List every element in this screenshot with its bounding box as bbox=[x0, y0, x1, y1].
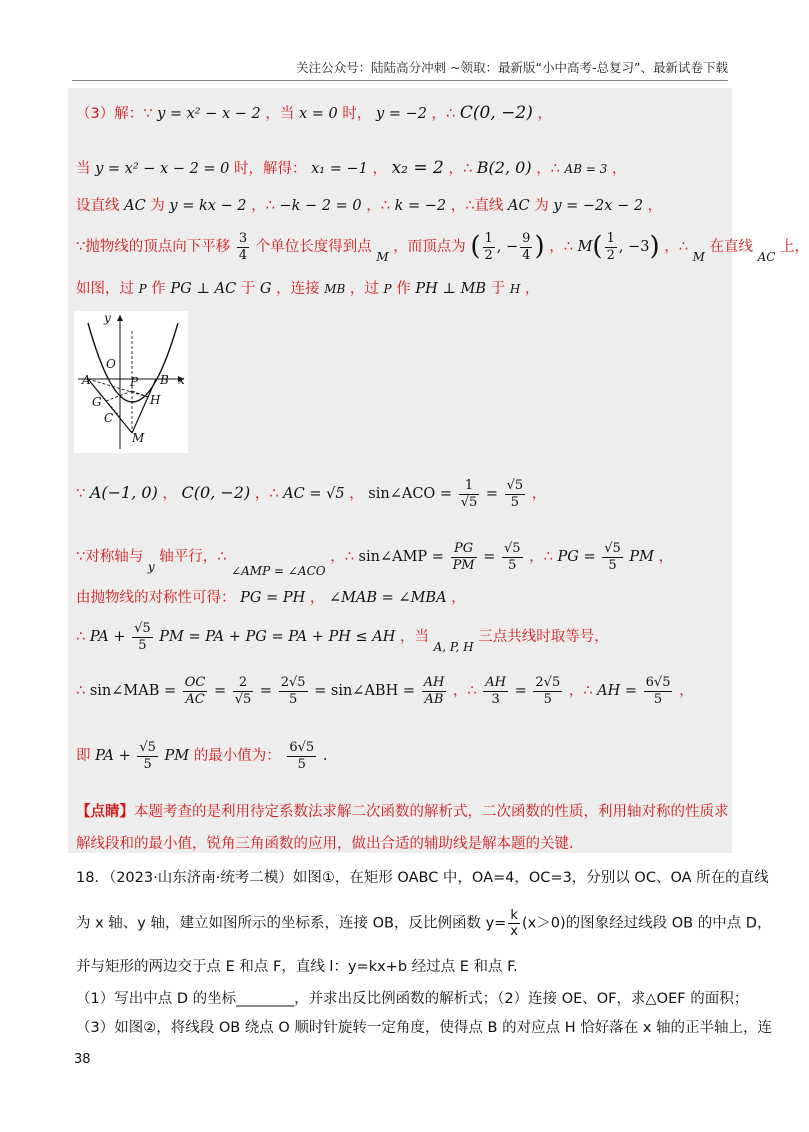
text: 在直线 bbox=[709, 239, 753, 256]
fraction: $\frac{2}{√5}$ bbox=[234, 675, 252, 707]
problem-18-line-5: （3）如图②，将线段 OB 绕点 O 顺时针旋转一定角度，使得点 B 的对应点 H 恰好落在 x 轴的正半轴上，连 bbox=[76, 1020, 773, 1036]
fraction: $\frac{k}{x}$ bbox=[510, 908, 518, 939]
formula: PA + bbox=[95, 748, 131, 765]
text: 为 bbox=[150, 198, 165, 214]
formula: AC bbox=[508, 198, 530, 214]
formula: sin∠ACO = bbox=[368, 486, 453, 503]
formula: M bbox=[577, 239, 593, 256]
fraction: $\frac{9}{4}$ bbox=[522, 231, 531, 263]
formula: P bbox=[383, 282, 392, 296]
formula: AC bbox=[757, 250, 776, 265]
problem-18-line-2 bbox=[76, 908, 772, 939]
formula: AB = 3 bbox=[564, 162, 608, 176]
text: ，∴ bbox=[568, 683, 593, 700]
formula: sin∠MAB = bbox=[89, 683, 177, 700]
label-h: H bbox=[150, 393, 161, 407]
text: ，∴ bbox=[330, 549, 354, 566]
formula: PG = bbox=[557, 549, 596, 566]
formula: A(−1, 0) bbox=[89, 483, 158, 503]
text: ， bbox=[349, 486, 364, 503]
formula: PM bbox=[164, 748, 190, 765]
parabola-diagram bbox=[74, 311, 188, 453]
fraction: $\frac{6√5}{5}$ bbox=[289, 740, 315, 772]
text: ， bbox=[679, 683, 694, 700]
solution-line-1 bbox=[76, 103, 552, 123]
text: 作 bbox=[151, 281, 166, 297]
text: ， bbox=[531, 486, 547, 503]
text: ， bbox=[647, 198, 663, 214]
solution-tip bbox=[76, 796, 730, 860]
fraction: $\frac{1}{√5}$ bbox=[460, 478, 478, 510]
text: ，∴ bbox=[529, 549, 553, 566]
problem-18-line-4: （1）写出中点 D 的坐标________，并求出反比例函数的解析式；（2）连接 OE、OF，求△OEF 的面积； bbox=[76, 991, 749, 1007]
text: ， bbox=[372, 161, 387, 177]
text: ， bbox=[537, 106, 552, 122]
formula: AH = bbox=[597, 683, 638, 700]
formula: B(2, 0) bbox=[476, 158, 532, 177]
text: 即 bbox=[76, 748, 91, 765]
text: (x＞0)的图象经过线段 OB 的中点 D， bbox=[522, 915, 772, 932]
text: 轴平行，∴ bbox=[159, 549, 227, 566]
fraction: $\frac{√5}{5}$ bbox=[506, 478, 524, 510]
page-header bbox=[0, 58, 800, 78]
formula: AC = √5 bbox=[283, 486, 345, 503]
formula: ∠AMP = ∠ACO bbox=[231, 564, 326, 579]
text: ∵ bbox=[76, 486, 86, 503]
text: ， bbox=[658, 549, 674, 566]
solution-line-3 bbox=[76, 198, 662, 215]
text: 作 bbox=[396, 281, 411, 297]
text: ， bbox=[162, 486, 177, 503]
formula: PG ⊥ AC bbox=[170, 281, 237, 297]
text: 的最小值为： bbox=[193, 748, 281, 765]
text: ，∴ bbox=[536, 161, 560, 177]
formula: sin∠AMP = bbox=[358, 549, 444, 566]
text: ， bbox=[309, 590, 325, 606]
formula: PA + bbox=[89, 629, 126, 646]
text: ，∴ bbox=[366, 198, 390, 214]
text: 由抛物线的对称性可得： bbox=[76, 590, 236, 606]
formula: PM = PA + PG = PA + PH ≤ AH bbox=[159, 629, 396, 646]
text: 个单位长度得到点 bbox=[255, 239, 372, 256]
text: ， bbox=[524, 281, 540, 297]
solution-line-8 bbox=[76, 590, 466, 607]
fraction: $\frac{√5}{5}$ bbox=[134, 621, 151, 653]
formula: A, P, H bbox=[433, 640, 474, 655]
formula: PH ⊥ MB bbox=[415, 281, 487, 297]
text: ∵对称轴与 bbox=[76, 549, 144, 566]
solution-line-10: ∴ sin∠MAB = $\frac{OC}{AC}$ = $\frac{2}{√5}$ = $\frac{2√5}{5}$ = sin∠ABH = $\frac{AH}{AB}$ ，∴ $\frac{AH}{3}$ = $\frac{2√5}{5}$ ，∴ AH = $\frac{6√5}{5}$ ， bbox=[76, 675, 694, 707]
fraction: $\frac{OC}{AC}$ bbox=[184, 675, 206, 707]
formula: = sin∠ABH = bbox=[314, 683, 415, 700]
fraction: $\frac{2√5}{5}$ bbox=[280, 675, 306, 707]
text: ， bbox=[611, 161, 627, 177]
formula: k = −2 bbox=[394, 198, 447, 214]
solution-line-4: ∵抛物线的顶点向下平移 $\frac{3}{4}$ 个单位长度得到点 $_M$ ，而顶点为 ( $\frac{1}{2}$ , − $\frac{9}{4}$ ) ，∴ M( $\frac{1}{2}$ , −3) ，∴ $_M$ 在直线 $_{AC}$ 上， bbox=[76, 231, 809, 265]
text: 三点共线时取等号， bbox=[478, 629, 609, 646]
formula: PG = PH bbox=[240, 590, 306, 606]
fraction: $\frac{6√5}{5}$ bbox=[645, 675, 671, 707]
fraction: $\frac{√5}{5}$ bbox=[139, 740, 156, 772]
formula: C(0, −2) bbox=[459, 103, 533, 123]
text: 如图，过 bbox=[76, 281, 134, 297]
text: ∴ bbox=[76, 683, 86, 700]
text: ，∴ bbox=[549, 239, 573, 256]
label-p: P bbox=[130, 375, 139, 389]
fraction: $\frac{PG}{PM}$ bbox=[452, 541, 475, 573]
formula: G bbox=[259, 281, 272, 297]
formula: ∠MAB = ∠MBA bbox=[328, 590, 447, 606]
formula: y = x² − x − 2 = 0 bbox=[95, 161, 230, 177]
formula: −k − 2 = 0 bbox=[279, 198, 362, 214]
formula: y = x² − x − 2 bbox=[157, 106, 261, 122]
formula: C(0, −2) bbox=[181, 483, 251, 503]
fraction: $\frac{AH}{AB}$ bbox=[423, 675, 445, 707]
text: ，过 bbox=[349, 281, 379, 297]
text: ，连接 bbox=[276, 281, 320, 297]
text: ，∴ bbox=[254, 486, 279, 503]
text: 于 bbox=[490, 281, 506, 297]
fraction: $\frac{2√5}{5}$ bbox=[535, 675, 561, 707]
text: ，∴ bbox=[452, 683, 477, 700]
text: ，∴ bbox=[431, 106, 456, 122]
label-y: y bbox=[104, 311, 111, 325]
text: 时， bbox=[342, 106, 372, 122]
label-c: C bbox=[104, 411, 114, 425]
solution-line-9 bbox=[76, 621, 609, 654]
fraction: $\frac{AH}{3}$ bbox=[485, 675, 507, 707]
text: 时，解得： bbox=[234, 161, 307, 177]
label-b: B bbox=[160, 373, 169, 387]
formula: P bbox=[138, 282, 147, 296]
label-o: O bbox=[106, 357, 116, 371]
formula: M bbox=[692, 250, 705, 265]
formula: AC bbox=[124, 198, 146, 214]
formula: y bbox=[147, 560, 155, 575]
text: ∴ bbox=[76, 629, 86, 646]
fraction: $\frac{√5}{5}$ bbox=[504, 541, 521, 573]
text: ，∴ bbox=[251, 198, 275, 214]
formula: MB bbox=[324, 282, 346, 296]
tip-title: 【点睛】 bbox=[76, 804, 134, 820]
fraction: $\frac{1}{2}$ bbox=[606, 231, 615, 263]
formula: x₂ = 2 bbox=[391, 158, 444, 178]
formula: H bbox=[509, 282, 521, 296]
text: 于 bbox=[240, 281, 256, 297]
header-text: 关注公众号：陆陆高分冲刺 ~领取：最新版“小中高考-总复习”、最新试卷下载 bbox=[296, 60, 728, 75]
label-g: G bbox=[92, 395, 102, 409]
solution-line-5 bbox=[76, 281, 539, 298]
solution-line-7: ∵对称轴与 $_y$ 轴平行，∴ $_{\angle AMP = \angle ACO}$ ，∴ sin∠AMP = $\frac{PG}{PM}$ = $\frac{√5}{5}$ ，∴ PG = $\frac{√5}{5}$ PM ， bbox=[76, 541, 674, 579]
text: ∵抛物线的顶点向下平移 bbox=[76, 239, 231, 256]
formula: PM bbox=[629, 549, 655, 566]
text: ，∴直线 bbox=[450, 198, 504, 214]
formula: x₁ = −1 bbox=[311, 161, 368, 177]
text: （3）解：∵ bbox=[76, 106, 153, 122]
text: ，∴ bbox=[448, 161, 473, 177]
text: ，当 bbox=[399, 629, 429, 646]
formula: x = 0 bbox=[298, 106, 338, 122]
header-rule bbox=[72, 80, 728, 81]
label-m: M bbox=[132, 431, 145, 445]
label-a: A bbox=[82, 373, 91, 387]
fraction: $\frac{1}{2}$ bbox=[484, 231, 493, 263]
formula: y = −2 bbox=[375, 106, 427, 122]
text: 当 bbox=[76, 161, 91, 177]
text: 设直线 bbox=[76, 198, 120, 214]
text: 为 x 轴、y 轴，建立如图所示的坐标系，连接 OB，反比例函数 y= bbox=[76, 915, 507, 932]
text: ，当 bbox=[265, 106, 295, 122]
problem-18-line-1: 18．（2023·山东济南·统考二模）如图①，在矩形 OABC 中，OA=4，OC=3，分别以 OC、OA 所在的直线 bbox=[76, 870, 769, 886]
fraction: $\frac{√5}{5}$ bbox=[604, 541, 621, 573]
fraction: $\frac{3}{4}$ bbox=[238, 231, 248, 263]
problem-18-line-3: 并与矩形的两边交于点 E 和点 F，直线 l：y=kx+b 经过点 E 和点 F. bbox=[76, 959, 518, 975]
formula: M bbox=[376, 250, 389, 265]
text: 为 bbox=[534, 198, 549, 214]
solution-line-11: 即 PA + $\frac{√5}{5}$ PM 的最小值为： $\frac{6√5}{5}$ . bbox=[76, 740, 328, 772]
text: ，而顶点为 bbox=[393, 239, 466, 256]
formula: y = kx − 2 bbox=[169, 198, 247, 214]
text: ，∴ bbox=[664, 239, 688, 256]
page-number: 38 bbox=[74, 1052, 91, 1067]
text: 上， bbox=[780, 239, 809, 256]
tip-text: 本题考查的是利用待定系数法求解二次函数的解析式，二次函数的性质，利用轴对称的性质求解线段和的最小值，锐角三角函数的应用，做出合适的辅助线是解本题的关键. bbox=[76, 804, 729, 852]
formula: y = −2x − 2 bbox=[553, 198, 644, 214]
text: ， bbox=[451, 590, 466, 606]
solution-line-6: ∵ A(−1, 0) ， C(0, −2) ，∴ AC = √5 ， sin∠ACO = $\frac{1}{√5}$ = $\frac{√5}{5}$ ， bbox=[76, 478, 547, 510]
label-x: x bbox=[178, 373, 185, 387]
solution-line-2 bbox=[76, 158, 626, 178]
